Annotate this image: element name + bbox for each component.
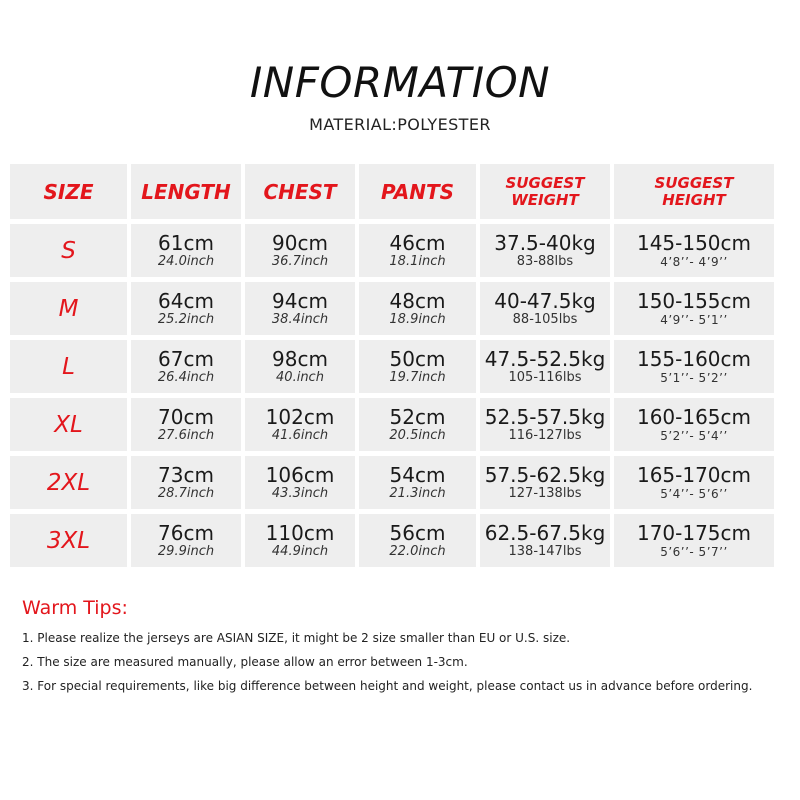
pants-primary-value: 46cm [389,230,446,255]
size-label: 3XL [10,514,127,567]
header-suggest-height [614,164,774,219]
tip-item: 2. The size are measured manually, please allow an error between 1-3cm. [22,655,468,669]
weight-secondary-value: 83-88lbs [516,253,574,269]
header-weight-line2: WEIGHT [511,190,579,209]
pants-cell [359,282,476,335]
page-title: INFORMATION [249,58,551,107]
weight-secondary-value: 138-147lbs [508,543,582,559]
header-weight-line1: SUGGEST [505,173,585,192]
chest-primary-value: 102cm [265,404,335,429]
height-primary-value: 160-165cm [636,404,752,429]
height-primary-value: 145-150cm [636,230,752,255]
weight-primary-value: 62.5-67.5kg [484,520,606,545]
chest-secondary-value: 44.9inch [271,543,329,559]
chest-cell [245,456,355,509]
height-secondary-value: 4’8’’- 4’9’’ [660,254,728,269]
pants-secondary-value: 18.9inch [389,311,446,327]
warm-tips-title: Warm Tips: [22,597,128,619]
length-cell [131,514,241,567]
header-length: LENGTH [131,164,241,219]
weight-primary-value: 57.5-62.5kg [484,462,606,487]
size-label: 2XL [10,456,127,509]
height-cell [614,224,774,277]
length-cell [131,282,241,335]
pants-secondary-value: 21.3inch [389,485,446,501]
pants-secondary-value: 18.1inch [389,253,446,269]
height-primary-value: 170-175cm [636,520,752,545]
length-cell [131,456,241,509]
chest-primary-value: 106cm [265,462,335,487]
header-suggest-weight [480,164,610,219]
pants-cell [359,456,476,509]
weight-primary-value: 40-47.5kg [494,288,596,313]
weight-cell [480,456,610,509]
weight-secondary-value: 116-127lbs [508,427,582,443]
header-pants: PANTS [359,164,476,219]
length-secondary-value: 27.6inch [157,427,215,443]
pants-primary-value: 50cm [389,346,446,371]
chest-cell [245,514,355,567]
height-secondary-value: 5’1’’- 5’2’’ [660,370,728,385]
chest-secondary-value: 36.7inch [271,253,329,269]
pants-primary-value: 48cm [389,288,446,313]
pants-cell [359,398,476,451]
chest-primary-value: 110cm [265,520,335,545]
length-cell [131,340,241,393]
weight-primary-value: 52.5-57.5kg [484,404,606,429]
size-label: M [10,282,127,335]
length-primary-value: 73cm [158,462,214,487]
pants-secondary-value: 19.7inch [389,369,446,385]
tip-item: 1. Please realize the jerseys are ASIAN SIZE, it might be 2 size smaller than EU or U.S. size. [22,631,571,645]
weight-primary-value: 47.5-52.5kg [484,346,606,371]
chest-cell [245,224,355,277]
height-secondary-value: 5’4’’- 5’6’’ [660,486,728,501]
length-primary-value: 76cm [158,520,214,545]
pants-secondary-value: 20.5inch [389,427,446,443]
tip-item: 3. For special requirements, like big difference between height and weight, please contact us in advance before ordering. [22,679,753,693]
length-primary-value: 64cm [158,288,214,313]
height-cell [614,282,774,335]
height-primary-value: 165-170cm [636,462,752,487]
length-secondary-value: 29.9inch [157,543,215,559]
pants-secondary-value: 22.0inch [389,543,446,559]
height-cell [614,398,774,451]
height-secondary-value: 5’6’’- 5’7’’ [660,544,728,559]
chest-primary-value: 94cm [272,288,328,313]
weight-cell [480,514,610,567]
height-primary-value: 150-155cm [636,288,752,313]
size-label: L [10,340,127,393]
weight-primary-value: 37.5-40kg [494,230,596,255]
size-label: XL [10,398,127,451]
weight-secondary-value: 105-116lbs [508,369,582,385]
pants-cell [359,340,476,393]
length-cell [131,224,241,277]
weight-secondary-value: 88-105lbs [512,311,578,327]
chest-secondary-value: 41.6inch [271,427,329,443]
header-height-line2: HEIGHT [662,190,726,209]
chest-cell [245,282,355,335]
chest-cell [245,398,355,451]
length-secondary-value: 26.4inch [157,369,215,385]
chest-secondary-value: 38.4inch [271,311,329,327]
pants-primary-value: 52cm [389,404,446,429]
weight-cell [480,282,610,335]
chest-cell [245,340,355,393]
size-table [10,164,790,567]
length-secondary-value: 28.7inch [157,485,215,501]
weight-secondary-value: 127-138lbs [508,485,582,501]
chest-secondary-value: 40.inch [276,369,324,385]
height-cell [614,456,774,509]
length-primary-value: 61cm [158,230,214,255]
header-chest: CHEST [245,164,355,219]
height-secondary-value: 4’9’’- 5’1’’ [660,312,728,327]
weight-cell [480,340,610,393]
chest-secondary-value: 43.3inch [271,485,329,501]
pants-primary-value: 56cm [389,520,446,545]
size-label: S [10,224,127,277]
length-secondary-value: 25.2inch [157,311,215,327]
warm-tips [22,596,792,698]
pants-primary-value: 54cm [389,462,446,487]
chest-primary-value: 98cm [272,346,328,371]
weight-cell [480,224,610,277]
header-size: SIZE [10,164,127,219]
length-primary-value: 67cm [158,346,214,371]
header-height-line1: SUGGEST [654,173,734,192]
height-cell [614,340,774,393]
length-primary-value: 70cm [158,404,214,429]
length-secondary-value: 24.0inch [157,253,215,269]
pants-cell [359,224,476,277]
weight-cell [480,398,610,451]
chest-primary-value: 90cm [272,230,328,255]
length-cell [131,398,241,451]
height-primary-value: 155-160cm [636,346,752,371]
height-cell [614,514,774,567]
height-secondary-value: 5’2’’- 5’4’’ [660,428,728,443]
material-subtitle: MATERIAL:POLYESTER [309,115,491,134]
pants-cell [359,514,476,567]
